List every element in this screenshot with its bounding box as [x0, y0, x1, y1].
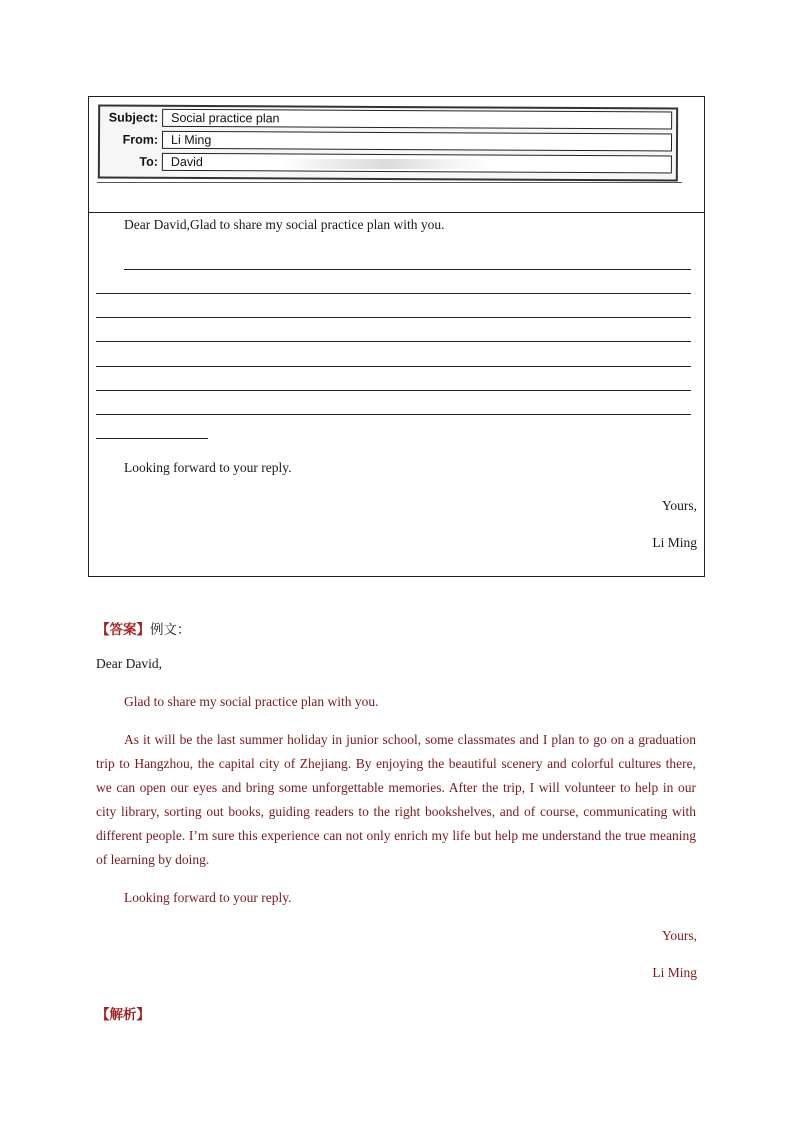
question-signoff: Yours, [661, 498, 697, 513]
question-closing: Looking forward to your reply. [124, 460, 292, 475]
writing-line [96, 438, 208, 439]
example-label: 例文： [150, 622, 191, 637]
analysis-heading: 【解析】 [96, 1007, 150, 1022]
answer-heading-line [96, 618, 191, 638]
question-signature: Li Ming [652, 535, 697, 550]
writing-line [96, 293, 691, 294]
writing-line [124, 269, 691, 270]
answer-signature: Li Ming [652, 965, 697, 980]
to-label: To: [139, 154, 158, 169]
from-row [100, 130, 676, 153]
question-greeting: Dear David,Glad to share my social practice plan with you. [124, 217, 445, 232]
answer-signoff: Yours, [661, 928, 697, 943]
answer-closing: Looking forward to your reply. [124, 890, 292, 905]
card-underline [97, 182, 682, 183]
writing-line [96, 317, 691, 318]
writing-line [96, 341, 691, 342]
to-field: David [162, 153, 672, 174]
answer-salutation: Dear David, [96, 656, 162, 671]
answer-body: As it will be the last summer holiday in junior school, some classmates and I plan to go on a graduation trip to Hangzhou, the capital city of Zhejiang. By enjoying the beautiful scenery and colorful cultures there, we can open our eyes and bring some unforgettable memories. After the trip, I will volunteer to help in our city library, sorting out books, guiding readers to the right bookshelves, and of course, communicating with different people. I’m sure this experience can not only enrich my life but help me understand the true meaning of learning by doing. [96, 732, 696, 867]
scan-smudge [282, 159, 492, 169]
writing-line [96, 414, 691, 415]
email-header-section [89, 97, 704, 213]
from-label: From: [122, 132, 159, 147]
subject-field: Social practice plan [162, 109, 672, 130]
subject-label: Subject: [108, 110, 159, 125]
writing-line [96, 366, 691, 367]
subject-row [100, 108, 676, 131]
from-field: Li Ming [162, 131, 672, 152]
answer-opening: Glad to share my social practice plan with you. [124, 694, 379, 709]
answer-heading: 【答案】 [96, 622, 150, 637]
writing-line [96, 390, 691, 391]
email-header-card [98, 104, 678, 181]
writing-task-frame [88, 96, 705, 577]
